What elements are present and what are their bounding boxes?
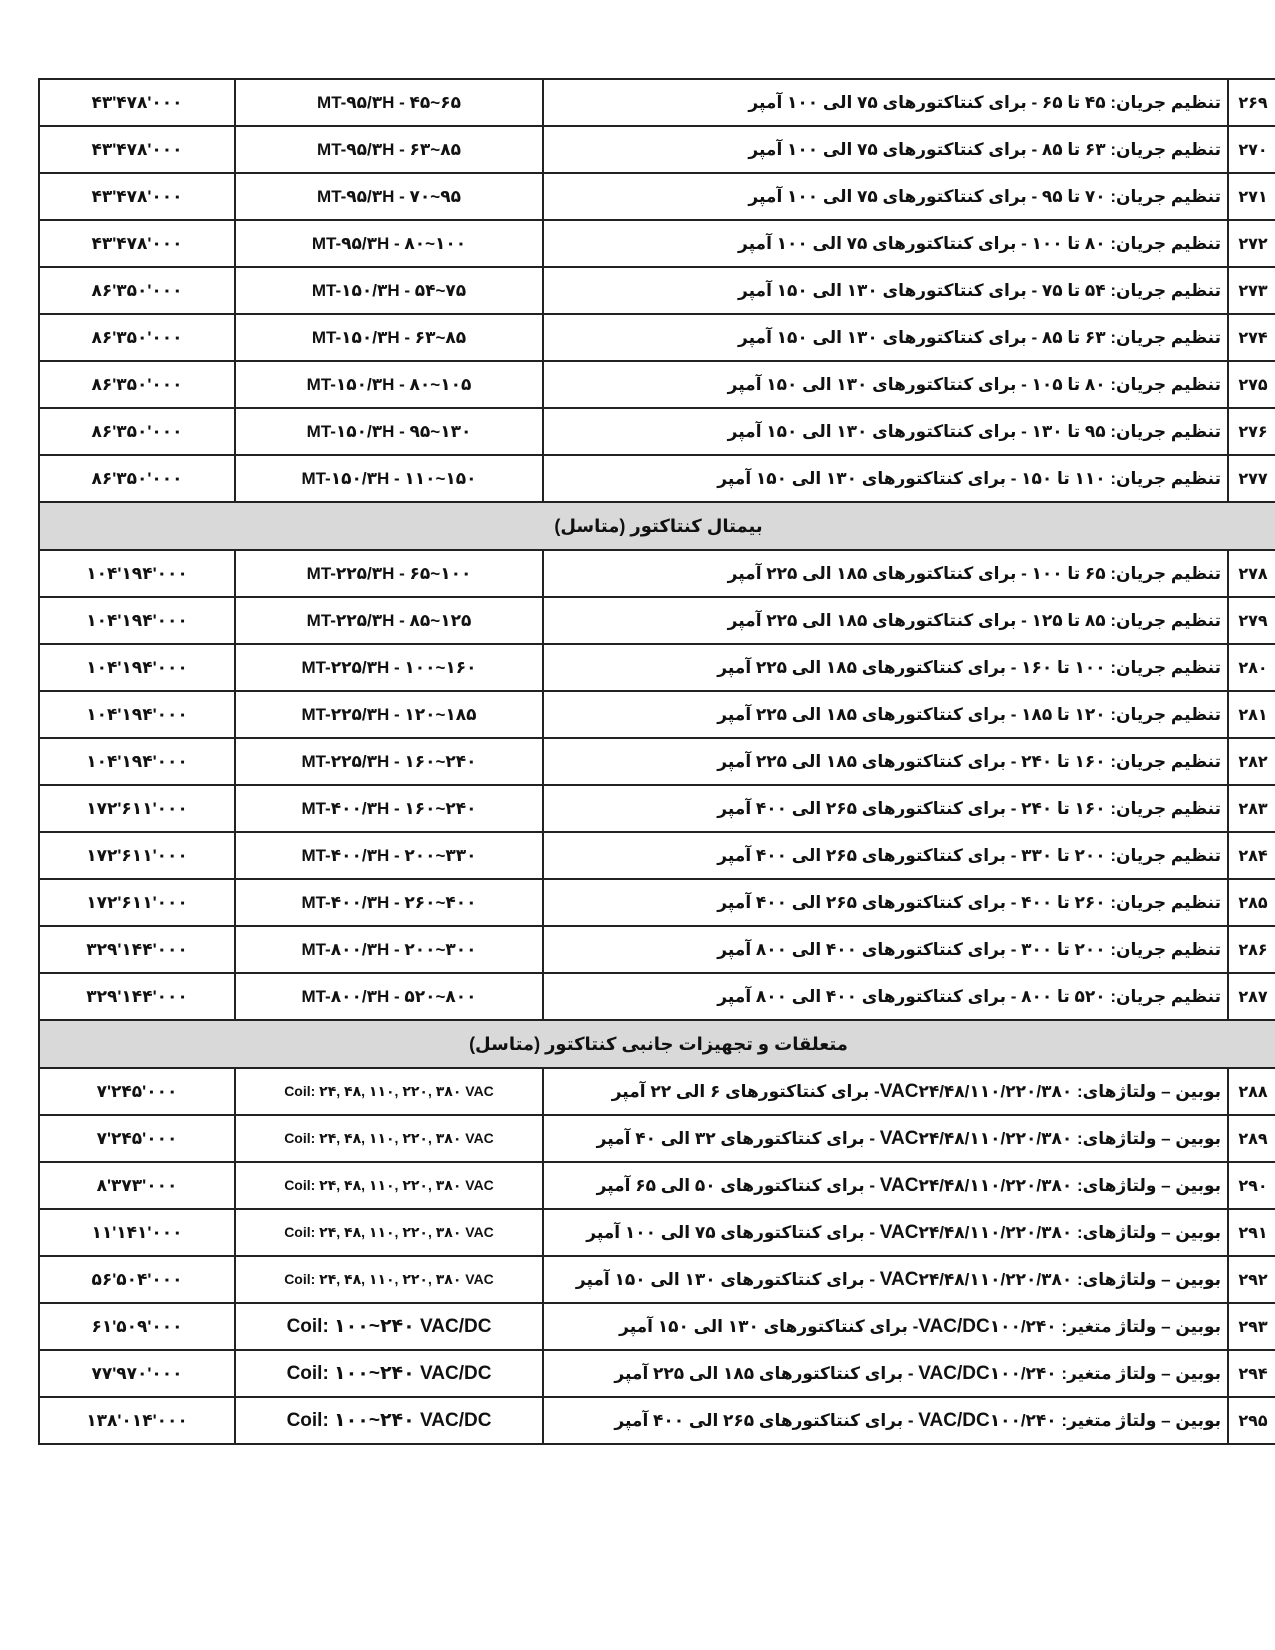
item-description: تنظیم جریان: ۱۰۰ تا ۱۶۰ - برای کنتاکتورهای ۱۸۵ الی ۲۲۵ آمپر — [543, 644, 1228, 691]
item-description: تنظیم جریان: ۲۶۰ تا ۴۰۰ - برای کنتاکتورهای ۲۶۵ الی ۴۰۰ آمپر — [543, 879, 1228, 926]
model-code: MT-۴۰۰/۳H - ۲۶۰~۴۰۰ — [235, 879, 543, 926]
model-code: MT-۲۲۵/۳H - ۶۵~۱۰۰ — [235, 550, 543, 597]
coil-details: ۲۴/۴۸/۱۱۰/۲۲۰/۳۸۰ - برای کنتاکتورهای ۳۲ الی ۴۰ آمپر — [596, 1128, 1073, 1148]
item-description: تنظیم جریان: ۵۲۰ تا ۸۰۰ - برای کنتاکتورهای ۴۰۰ الی ۸۰۰ آمپر — [543, 973, 1228, 1020]
table-row — [39, 455, 1275, 502]
model-code: MT-۹۵/۳H - ۴۵~۶۵ — [235, 79, 543, 126]
table-row — [39, 1397, 1275, 1444]
item-price: ۱۰۴'۱۹۴'۰۰۰ — [39, 597, 235, 644]
table-row — [39, 1256, 1275, 1303]
item-price: ۱۰۴'۱۹۴'۰۰۰ — [39, 738, 235, 785]
row-number: ۲۷۸ — [1228, 550, 1275, 597]
item-description: تنظیم جریان: ۶۳ تا ۸۵ - برای کنتاکتورهای ۱۳۰ الی ۱۵۰ آمپر — [543, 314, 1228, 361]
model-code: MT-۱۵۰/۳H - ۸۰~۱۰۵ — [235, 361, 543, 408]
row-number: ۲۸۱ — [1228, 691, 1275, 738]
voltage-unit: VAC — [879, 1080, 919, 1102]
row-number: ۲۷۰ — [1228, 126, 1275, 173]
model-code: Coil: ۲۴, ۴۸, ۱۱۰, ۲۲۰, ۳۸۰ VAC — [235, 1115, 543, 1162]
model-code: MT-۱۵۰/۳H - ۶۳~۸۵ — [235, 314, 543, 361]
voltage-unit: VAC — [879, 1127, 919, 1149]
item-description: تنظیم جریان: ۷۰ تا ۹۵ - برای کنتاکتورهای ۷۵ الی ۱۰۰ آمپر — [543, 173, 1228, 220]
item-price: ۷۷'۹۷۰'۰۰۰ — [39, 1350, 235, 1397]
item-price: ۴۳'۴۷۸'۰۰۰ — [39, 173, 235, 220]
item-description: تنظیم جریان: ۱۶۰ تا ۲۴۰ - برای کنتاکتورهای ۱۸۵ الی ۲۲۵ آمپر — [543, 738, 1228, 785]
row-number: ۲۸۲ — [1228, 738, 1275, 785]
row-number: ۲۸۷ — [1228, 973, 1275, 1020]
item-description: تنظیم جریان: ۵۴ تا ۷۵ - برای کنتاکتورهای ۱۳۰ الی ۱۵۰ آمپر — [543, 267, 1228, 314]
row-number: ۲۸۳ — [1228, 785, 1275, 832]
model-code: MT-۸۰۰/۳H - ۲۰۰~۳۰۰ — [235, 926, 543, 973]
model-code: MT-۹۵/۳H - ۷۰~۹۵ — [235, 173, 543, 220]
item-price: ۱۷۲'۶۱۱'۰۰۰ — [39, 785, 235, 832]
item-price: ۴۳'۴۷۸'۰۰۰ — [39, 79, 235, 126]
model-code: Coil: ۲۴, ۴۸, ۱۱۰, ۲۲۰, ۳۸۰ VAC — [235, 1068, 543, 1115]
item-price: ۴۳'۴۷۸'۰۰۰ — [39, 126, 235, 173]
item-description — [543, 1115, 1228, 1162]
row-number: ۲۷۷ — [1228, 455, 1275, 502]
item-description: تنظیم جریان: ۶۵ تا ۱۰۰ - برای کنتاکتورهای ۱۸۵ الی ۲۲۵ آمپر — [543, 550, 1228, 597]
coil-label: بوبین – ولتاژ متغیر: — [1061, 1410, 1221, 1430]
row-number: ۲۸۸ — [1228, 1068, 1275, 1115]
section-header-bimetal — [39, 502, 1275, 550]
table-row — [39, 597, 1275, 644]
coil-details: ۲۴/۴۸/۱۱۰/۲۲۰/۳۸۰ - برای کنتاکتورهای ۵۰ الی ۶۵ آمپر — [596, 1175, 1073, 1195]
item-price: ۱۰۴'۱۹۴'۰۰۰ — [39, 644, 235, 691]
section-title: متعلقات و تجهیزات جانبی کنتاکتور (متاسل) — [39, 1020, 1275, 1068]
item-description — [543, 1162, 1228, 1209]
item-description — [543, 1209, 1228, 1256]
price-table — [38, 78, 1275, 1445]
row-number: ۲۸۵ — [1228, 879, 1275, 926]
coil-details: ۱۰۰/۲۴۰- برای کنتاکتورهای ۱۳۰ الی ۱۵۰ آمپر — [619, 1316, 1057, 1336]
coil-details: ۱۰۰/۲۴۰ - برای کنتاکتورهای ۱۸۵ الی ۲۲۵ آمپر — [614, 1363, 1057, 1383]
model-code: Coil: ۱۰۰~۲۴۰ VAC/DC — [235, 1350, 543, 1397]
table-row — [39, 926, 1275, 973]
item-price: ۱۷۲'۶۱۱'۰۰۰ — [39, 832, 235, 879]
coil-label: بوبین – ولتاژهای: — [1076, 1269, 1221, 1289]
table-row — [39, 267, 1275, 314]
item-description: تنظیم جریان: ۲۰۰ تا ۳۳۰ - برای کنتاکتورهای ۲۶۵ الی ۴۰۰ آمپر — [543, 832, 1228, 879]
model-code: MT-۴۰۰/۳H - ۲۰۰~۳۳۰ — [235, 832, 543, 879]
item-price: ۸۶'۳۵۰'۰۰۰ — [39, 314, 235, 361]
table-row — [39, 550, 1275, 597]
item-description — [543, 1068, 1228, 1115]
model-code: MT-۴۰۰/۳H - ۱۶۰~۲۴۰ — [235, 785, 543, 832]
model-code: Coil: ۲۴, ۴۸, ۱۱۰, ۲۲۰, ۳۸۰ VAC — [235, 1256, 543, 1303]
table-row — [39, 1209, 1275, 1256]
model-code: MT-۲۲۵/۳H - ۱۲۰~۱۸۵ — [235, 691, 543, 738]
table-row — [39, 1068, 1275, 1115]
row-number: ۲۸۶ — [1228, 926, 1275, 973]
row-number: ۲۹۴ — [1228, 1350, 1275, 1397]
row-number: ۲۸۰ — [1228, 644, 1275, 691]
voltage-unit: VAC — [879, 1221, 919, 1243]
item-description: تنظیم جریان: ۹۵ تا ۱۳۰ - برای کنتاکتورهای ۱۳۰ الی ۱۵۰ آمپر — [543, 408, 1228, 455]
coil-details: ۲۴/۴۸/۱۱۰/۲۲۰/۳۸۰ - برای کنتاکتورهای ۷۵ الی ۱۰۰ آمپر — [586, 1222, 1073, 1242]
item-price: ۸۶'۳۵۰'۰۰۰ — [39, 408, 235, 455]
coil-label: بوبین – ولتاژ متغیر: — [1061, 1316, 1221, 1336]
coil-details: ۱۰۰/۲۴۰ - برای کنتاکتورهای ۲۶۵ الی ۴۰۰ آمپر — [614, 1410, 1057, 1430]
table-row — [39, 126, 1275, 173]
table-row — [39, 314, 1275, 361]
item-description: تنظیم جریان: ۱۱۰ تا ۱۵۰ - برای کنتاکتورهای ۱۳۰ الی ۱۵۰ آمپر — [543, 455, 1228, 502]
item-price: ۴۳'۴۷۸'۰۰۰ — [39, 220, 235, 267]
coil-label: بوبین – ولتاژهای: — [1076, 1128, 1221, 1148]
row-number: ۲۹۳ — [1228, 1303, 1275, 1350]
model-code: MT-۱۵۰/۳H - ۵۴~۷۵ — [235, 267, 543, 314]
row-number: ۲۸۹ — [1228, 1115, 1275, 1162]
row-number: ۲۷۳ — [1228, 267, 1275, 314]
voltage-unit: VAC/DC — [918, 1409, 990, 1431]
item-description: تنظیم جریان: ۸۵ تا ۱۲۵ - برای کنتاکتورهای ۱۸۵ الی ۲۲۵ آمپر — [543, 597, 1228, 644]
table-row — [39, 644, 1275, 691]
row-number: ۲۷۹ — [1228, 597, 1275, 644]
section-title: بیمتال کنتاکتور (متاسل) — [39, 502, 1275, 550]
row-number: ۲۹۱ — [1228, 1209, 1275, 1256]
item-price: ۷'۲۴۵'۰۰۰ — [39, 1115, 235, 1162]
item-description — [543, 1256, 1228, 1303]
row-number: ۲۹۵ — [1228, 1397, 1275, 1444]
item-price: ۱۷۲'۶۱۱'۰۰۰ — [39, 879, 235, 926]
row-number: ۲۷۵ — [1228, 361, 1275, 408]
coil-label: بوبین – ولتاژهای: — [1076, 1175, 1221, 1195]
voltage-unit: VAC/DC — [918, 1315, 990, 1337]
item-price: ۸۶'۳۵۰'۰۰۰ — [39, 455, 235, 502]
item-description: تنظیم جریان: ۴۵ تا ۶۵ - برای کنتاکتورهای ۷۵ الی ۱۰۰ آمپر — [543, 79, 1228, 126]
table-row — [39, 738, 1275, 785]
row-number: ۲۷۶ — [1228, 408, 1275, 455]
table-row — [39, 832, 1275, 879]
row-number: ۲۹۲ — [1228, 1256, 1275, 1303]
table-row — [39, 1303, 1275, 1350]
table-row — [39, 408, 1275, 455]
table-row — [39, 973, 1275, 1020]
model-code: MT-۹۵/۳H - ۸۰~۱۰۰ — [235, 220, 543, 267]
table-row — [39, 173, 1275, 220]
table-row — [39, 1115, 1275, 1162]
coil-details: ۲۴/۴۸/۱۱۰/۲۲۰/۳۸۰ - برای کنتاکتورهای ۱۳۰ الی ۱۵۰ آمپر — [575, 1269, 1073, 1289]
model-code: MT-۱۵۰/۳H - ۹۵~۱۳۰ — [235, 408, 543, 455]
row-number: ۲۹۰ — [1228, 1162, 1275, 1209]
item-price: ۵۶'۵۰۴'۰۰۰ — [39, 1256, 235, 1303]
item-description: تنظیم جریان: ۲۰۰ تا ۳۰۰ - برای کنتاکتورهای ۴۰۰ الی ۸۰۰ آمپر — [543, 926, 1228, 973]
row-number: ۲۸۴ — [1228, 832, 1275, 879]
item-price: ۸۶'۳۵۰'۰۰۰ — [39, 267, 235, 314]
model-code: MT-۲۲۵/۳H - ۸۵~۱۲۵ — [235, 597, 543, 644]
item-price: ۳۲۹'۱۴۴'۰۰۰ — [39, 926, 235, 973]
item-description: تنظیم جریان: ۱۶۰ تا ۲۴۰ - برای کنتاکتورهای ۲۶۵ الی ۴۰۰ آمپر — [543, 785, 1228, 832]
item-price: ۱۰۴'۱۹۴'۰۰۰ — [39, 550, 235, 597]
item-description — [543, 1350, 1228, 1397]
table-row — [39, 785, 1275, 832]
row-number: ۲۷۴ — [1228, 314, 1275, 361]
item-description — [543, 1397, 1228, 1444]
model-code: MT-۹۵/۳H - ۶۳~۸۵ — [235, 126, 543, 173]
model-code: Coil: ۲۴, ۴۸, ۱۱۰, ۲۲۰, ۳۸۰ VAC — [235, 1209, 543, 1256]
table-row — [39, 879, 1275, 926]
item-price: ۸'۳۷۳'۰۰۰ — [39, 1162, 235, 1209]
voltage-unit: VAC/DC — [918, 1362, 990, 1384]
model-code: MT-۱۵۰/۳H - ۱۱۰~۱۵۰ — [235, 455, 543, 502]
model-code: MT-۲۲۵/۳H - ۱۶۰~۲۴۰ — [235, 738, 543, 785]
model-code: Coil: ۱۰۰~۲۴۰ VAC/DC — [235, 1303, 543, 1350]
voltage-unit: VAC — [879, 1268, 919, 1290]
item-price: ۳۲۹'۱۴۴'۰۰۰ — [39, 973, 235, 1020]
item-description: تنظیم جریان: ۶۳ تا ۸۵ - برای کنتاکتورهای ۷۵ الی ۱۰۰ آمپر — [543, 126, 1228, 173]
item-description — [543, 1303, 1228, 1350]
item-price: ۶۱'۵۰۹'۰۰۰ — [39, 1303, 235, 1350]
model-code: Coil: ۲۴, ۴۸, ۱۱۰, ۲۲۰, ۳۸۰ VAC — [235, 1162, 543, 1209]
item-price: ۸۶'۳۵۰'۰۰۰ — [39, 361, 235, 408]
coil-label: بوبین – ولتاژهای: — [1076, 1081, 1221, 1101]
model-code: MT-۸۰۰/۳H - ۵۲۰~۸۰۰ — [235, 973, 543, 1020]
row-number: ۲۷۲ — [1228, 220, 1275, 267]
coil-label: بوبین – ولتاژ متغیر: — [1061, 1363, 1221, 1383]
table-row — [39, 1350, 1275, 1397]
item-price: ۱۰۴'۱۹۴'۰۰۰ — [39, 691, 235, 738]
item-price: ۷'۲۴۵'۰۰۰ — [39, 1068, 235, 1115]
section-header-accessories — [39, 1020, 1275, 1068]
table-row — [39, 220, 1275, 267]
item-description: تنظیم جریان: ۸۰ تا ۱۰۰ - برای کنتاکتورهای ۷۵ الی ۱۰۰ آمپر — [543, 220, 1228, 267]
table-row — [39, 361, 1275, 408]
item-description: تنظیم جریان: ۸۰ تا ۱۰۵ - برای کنتاکتورهای ۱۳۰ الی ۱۵۰ آمپر — [543, 361, 1228, 408]
voltage-unit: VAC — [879, 1174, 919, 1196]
coil-details: ۲۴/۴۸/۱۱۰/۲۲۰/۳۸۰- برای کنتاکتورهای ۶ الی ۲۲ آمپر — [611, 1081, 1073, 1101]
coil-label: بوبین – ولتاژهای: — [1076, 1222, 1221, 1242]
model-code: Coil: ۱۰۰~۲۴۰ VAC/DC — [235, 1397, 543, 1444]
row-number: ۲۶۹ — [1228, 79, 1275, 126]
item-price: ۱۳۸'۰۱۴'۰۰۰ — [39, 1397, 235, 1444]
item-description: تنظیم جریان: ۱۲۰ تا ۱۸۵ - برای کنتاکتورهای ۱۸۵ الی ۲۲۵ آمپر — [543, 691, 1228, 738]
row-number: ۲۷۱ — [1228, 173, 1275, 220]
price-table-body — [39, 79, 1275, 1444]
table-row — [39, 79, 1275, 126]
table-row — [39, 691, 1275, 738]
item-price: ۱۱'۱۴۱'۰۰۰ — [39, 1209, 235, 1256]
table-row — [39, 1162, 1275, 1209]
model-code: MT-۲۲۵/۳H - ۱۰۰~۱۶۰ — [235, 644, 543, 691]
